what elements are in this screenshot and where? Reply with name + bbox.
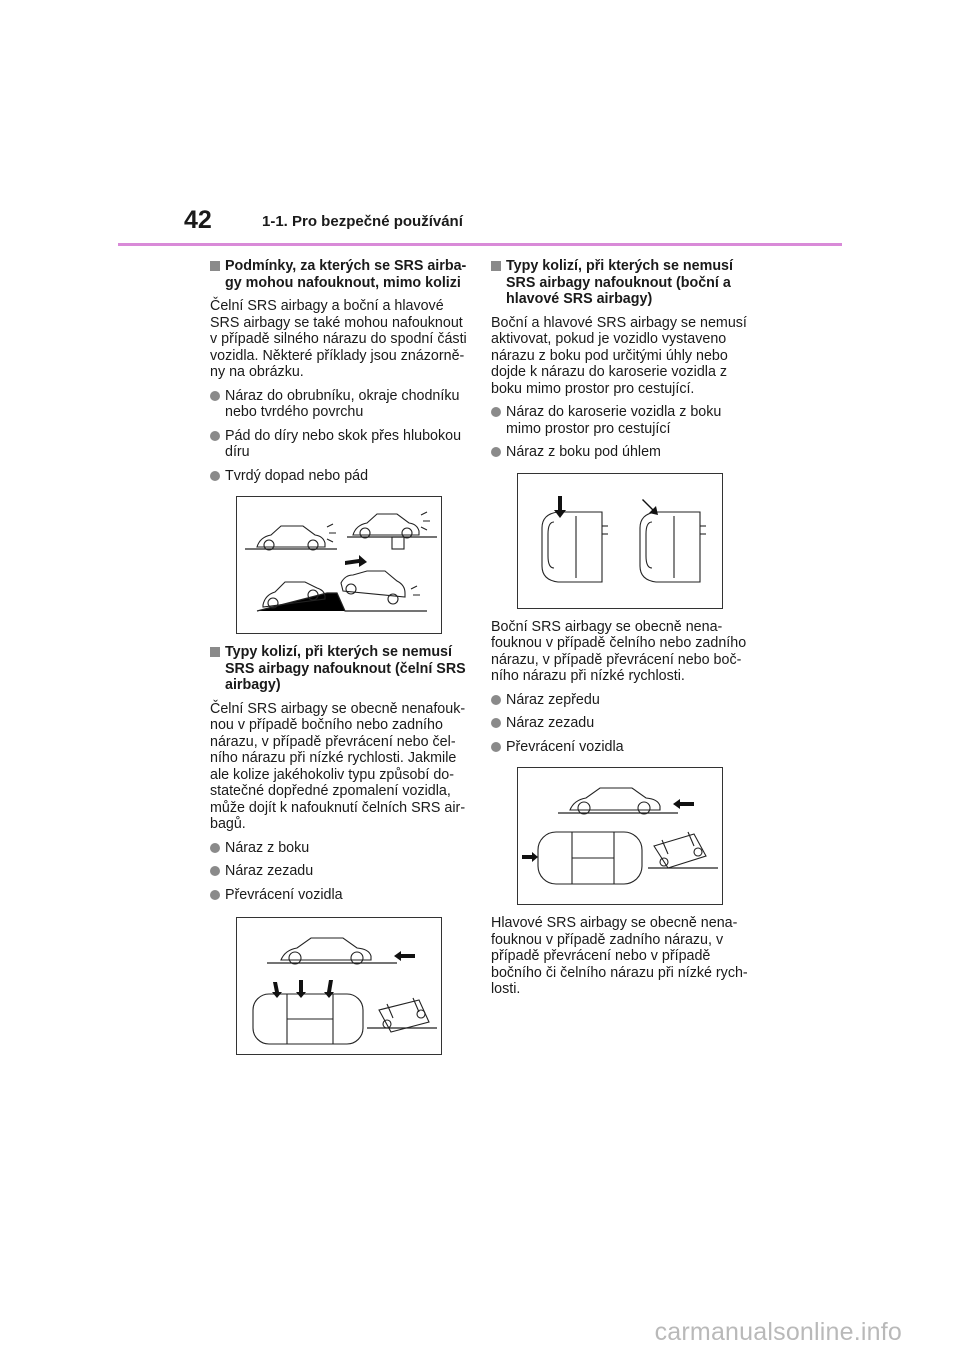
- round-bullet-icon: [491, 407, 501, 417]
- watermark: carmanualsonline.info: [654, 1318, 902, 1346]
- illustration-curb-impacts: [236, 496, 442, 634]
- list-item: Náraz z boku: [210, 840, 468, 857]
- round-bullet-icon: [210, 866, 220, 876]
- list-item: Tvrdý dopad nebo pád: [210, 468, 468, 485]
- round-bullet-icon: [491, 742, 501, 752]
- round-bullet-icon: [210, 431, 220, 441]
- list-item: Převrácení vozidla: [491, 739, 753, 756]
- list-item: Náraz z boku pod úhlem: [491, 444, 753, 461]
- round-bullet-icon: [210, 391, 220, 401]
- header-divider: [118, 243, 842, 246]
- list-item: Náraz zezadu: [210, 863, 468, 880]
- list-item: Převrácení vozidla: [210, 887, 468, 904]
- section-title-conditions: Podmínky, za kterých se SRS airba-gy mohou nafouknout, mimo kolizi: [210, 258, 468, 291]
- round-bullet-icon: [491, 695, 501, 705]
- round-bullet-icon: [491, 718, 501, 728]
- list-item: Náraz zezadu: [491, 715, 753, 732]
- section-title-front-airbags: Typy kolizí, při kterých se nemusí SRS airbagy nafouknout (čelní SRS airbagy): [210, 644, 468, 694]
- list-item: Náraz zepředu: [491, 692, 753, 709]
- paragraph: Boční a hlavové SRS airbagy se nemusí aktivovat, pokud je vozidlo vystaveno nárazu z boku pod určitými úhly nebo dojde k nárazu do karoserie vozidla z boku mimo prostor pro cestující.: [491, 314, 747, 397]
- paragraph: Čelní SRS airbagy se obecně nenafouk-nou v případě bočního nebo zadního nárazu, v případě převrácení nebo čel-ního nárazu při nízké rychlosti. Jakmile ale kolize jakéhokoliv typu způsobí do-statečné dopředné zpomalení vozidla, může dojít k nafouknutí čelních SRS air-bagů.: [210, 700, 466, 832]
- list-item: Pád do díry nebo skok přes hlubokou díru: [210, 428, 468, 461]
- square-bullet-icon: [210, 647, 220, 657]
- paragraph: Čelní SRS airbagy a boční a hlavové SRS airbagy se také mohou nafouknout v případě silného nárazu do spodní části vozidla. Některé příklady jsou znázorně-ny na obrázku.: [210, 298, 467, 380]
- round-bullet-icon: [210, 843, 220, 853]
- illustration-side-impact-angles: [517, 473, 723, 609]
- list-item: Náraz do karoserie vozidla z boku mimo prostor pro cestující: [491, 404, 753, 437]
- list-item: Náraz do obrubníku, okraje chodníku nebo tvrdého povrchu: [210, 388, 468, 421]
- illustration-side-rear-rollover: [236, 917, 442, 1055]
- right-column: [491, 258, 753, 1005]
- round-bullet-icon: [210, 890, 220, 900]
- page-number: 42: [184, 206, 212, 234]
- paragraph: Hlavové SRS airbagy se obecně nena-fouknou v případě zadního nárazu, v případě převrácení nebo v případě bočního či čelního nárazu při nízké rych-losti.: [491, 915, 748, 997]
- square-bullet-icon: [491, 261, 501, 271]
- illustration-front-rear-rollover: [517, 767, 723, 905]
- square-bullet-icon: [210, 261, 220, 271]
- paragraph: Boční SRS airbagy se obecně nena-fouknou v případě čelního nebo zadního nárazu, v případě převrácení nebo boč-ního nárazu při nízké rychlosti.: [491, 618, 747, 684]
- round-bullet-icon: [491, 447, 501, 457]
- left-column: [210, 258, 468, 1065]
- section-heading: 1-1. Pro bezpečné používání: [262, 213, 463, 230]
- section-title-side-curtain-airbags: Typy kolizí, při kterých se nemusí SRS airbagy nafouknout (boční a hlavové SRS airbagy): [491, 258, 753, 308]
- round-bullet-icon: [210, 471, 220, 481]
